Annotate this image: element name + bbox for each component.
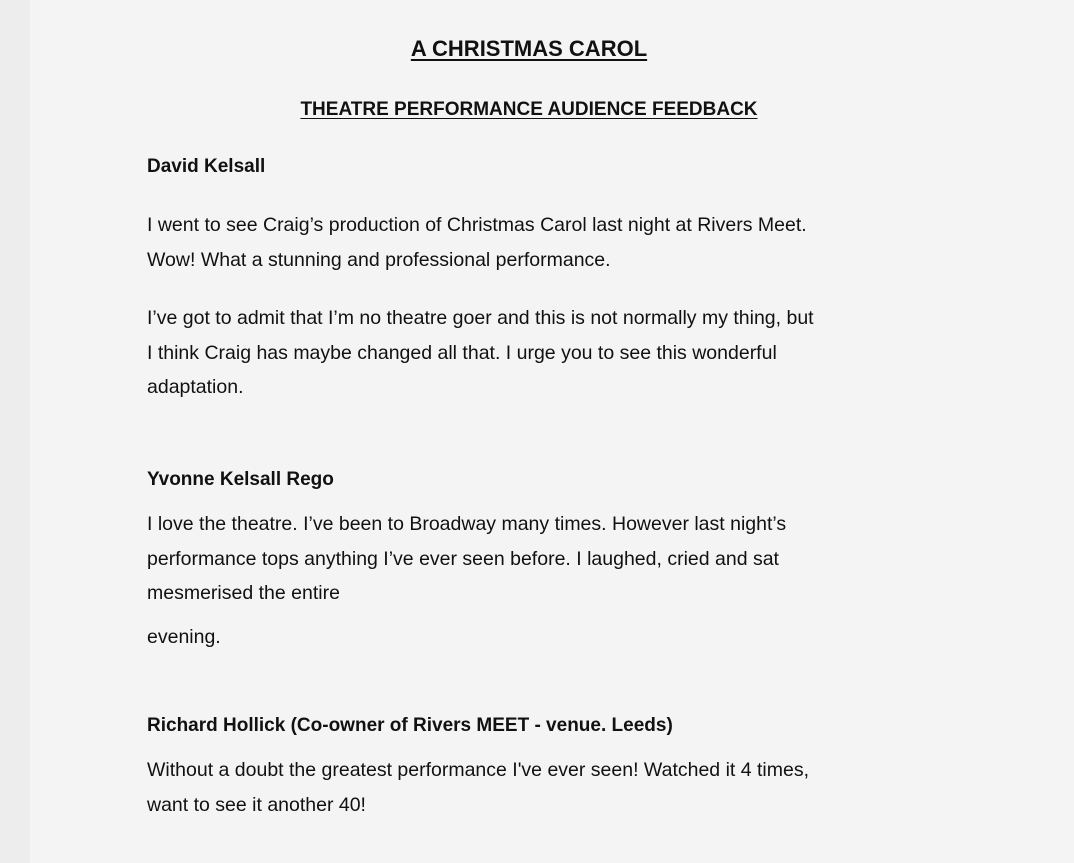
review-line: evening. [147,626,221,648]
review-line: adaptation. [147,376,244,398]
review-line: Without a doubt the greatest performance I've ever seen! Watched it 4 times, [147,759,810,781]
review-line: want to see it another 40! [147,793,366,816]
review-line: I love the theatre. I’ve been to Broadway many times. However last night’s [147,513,787,535]
review-line: I’ve got to admit that I’m no theatre goer and this is not normally my thing, but [147,307,814,329]
reviewer-name-yvonne-kelsall-rego: Yvonne Kelsall Rego [147,469,334,490]
document-title: A CHRISTMAS CAROL [410,36,648,61]
review-line: mesmerised the entire [147,582,340,604]
document-subtitle: THEATRE PERFORMANCE AUDIENCE FEEDBACK [300,99,758,120]
review-paragraph [147,301,927,405]
review-line: I went to see Craig’s production of Christmas Carol last night at Rivers Meet. [147,214,807,236]
review-paragraph [147,208,927,277]
review-line: I think Craig has maybe changed all that. I urge you to see this wonderful [147,341,777,364]
reviewer-name-david-kelsall: David Kelsall [147,156,266,177]
page-margin [0,0,30,863]
reviewer-name-richard-hollick: Richard Hollick (Co-owner of Rivers MEET - venue. Leeds) [147,715,673,736]
review-paragraph [147,753,927,822]
review-line: Wow! What a stunning and professional performance. [147,248,611,271]
review-paragraph [147,620,927,655]
review-paragraph [147,507,927,611]
review-line: performance tops anything I’ve ever seen before. I laughed, cried and sat [147,547,779,570]
